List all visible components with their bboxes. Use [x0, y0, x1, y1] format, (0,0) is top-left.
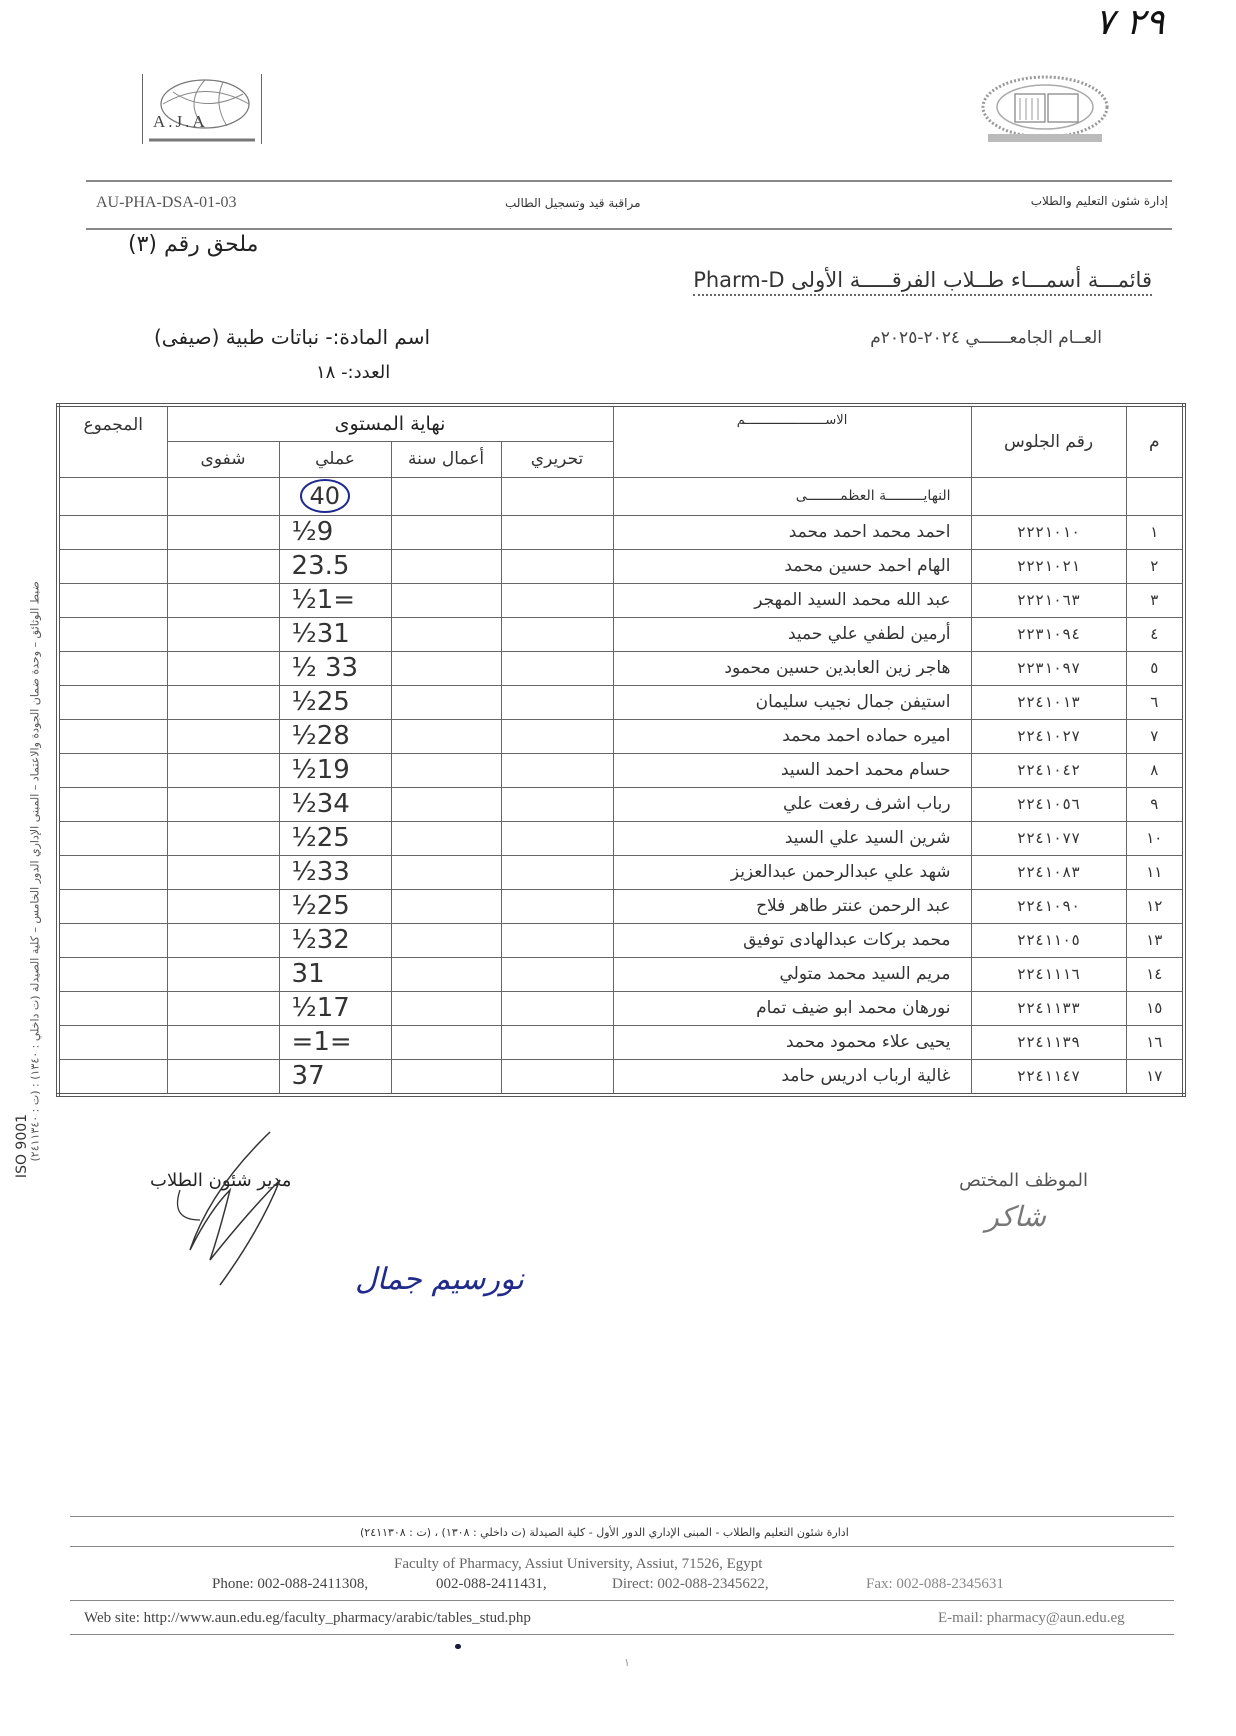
- row-year-work: [391, 1059, 501, 1095]
- row-student-name: يحيى علاء محمود محمد: [613, 1025, 971, 1059]
- table-row: [58, 583, 1184, 617]
- footer-fax: Fax: 002-088-2345631: [866, 1576, 1004, 1592]
- row-index: ٤: [1126, 617, 1184, 651]
- row-oral: [167, 753, 279, 787]
- row-seat-number: ٢٢٤١٠٢٧: [971, 719, 1126, 753]
- header-rule-top: [86, 180, 1172, 182]
- row-year-work: [391, 515, 501, 549]
- header-seat-number: رقم الجلوس: [971, 405, 1126, 477]
- side-document-control-note: [29, 372, 42, 1162]
- row-written: [501, 719, 613, 753]
- handwritten-name: نورسيم جمال: [355, 1262, 524, 1297]
- table-row: [58, 787, 1184, 821]
- row-index: ١٠: [1126, 821, 1184, 855]
- row-practical-grade: =1=: [279, 1025, 391, 1059]
- row-practical-grade: 23.5: [279, 549, 391, 583]
- row-seat-number: ٢٢٢١٠١٠: [971, 515, 1126, 549]
- side-note-text: ضبط الوثائق – وحدة ضمان الجودة والاعتماد – المبنى الإداري الدور الخامس – كلية الصيدلة (ت داخلي : ١٣٤٠) : (ت : ٢٤١١٣٤٠): [28, 581, 42, 1162]
- academic-year: العــام الجامعــــــي ٢٠٢٤-٢٠٢٥م: [870, 328, 1102, 348]
- row-year-work: [391, 685, 501, 719]
- row-oral: [167, 651, 279, 685]
- student-affairs-manager-title: مدير شئون الطلاب: [150, 1170, 292, 1191]
- row-year-work: [391, 753, 501, 787]
- row-practical-grade: 25½: [279, 821, 391, 855]
- row-student-name: شرين السيد علي السيد: [613, 821, 971, 855]
- row-written: [501, 855, 613, 889]
- row-total: [58, 855, 167, 889]
- table-row: [58, 957, 1184, 991]
- row-practical-grade: 9½: [279, 515, 391, 549]
- row-student-name: شهد علي عبدالرحمن عبدالعزيز: [613, 855, 971, 889]
- row-written: [501, 787, 613, 821]
- row-oral: [167, 685, 279, 719]
- row-year-work: [391, 583, 501, 617]
- row-written: [501, 549, 613, 583]
- row-student-name: مريم السيد محمد متولي: [613, 957, 971, 991]
- row-seat-number: ٢٢٤١٠١٣: [971, 685, 1126, 719]
- row-index: ١٧: [1126, 1059, 1184, 1095]
- row-written: [501, 889, 613, 923]
- row-seat-number: ٢٢٤١١٣٩: [971, 1025, 1126, 1059]
- row-student-name: حسام محمد احمد السيد: [613, 753, 971, 787]
- row-written: [501, 957, 613, 991]
- row-year-work: [391, 719, 501, 753]
- row-written: [501, 583, 613, 617]
- row-oral: [167, 957, 279, 991]
- row-index: ٦: [1126, 685, 1184, 719]
- row-index: ١٢: [1126, 889, 1184, 923]
- footer-rule-1: [70, 1516, 1174, 1517]
- row-index: ١٦: [1126, 1025, 1184, 1059]
- table-row: [58, 1059, 1184, 1095]
- row-index: ٨: [1126, 753, 1184, 787]
- row-oral: [167, 617, 279, 651]
- row-year-work: [391, 821, 501, 855]
- row-oral: [167, 889, 279, 923]
- row-index: ٢: [1126, 549, 1184, 583]
- row-student-name: عبد الله محمد السيد المهجر: [613, 583, 971, 617]
- row-practical-grade: 28½: [279, 719, 391, 753]
- footer-english-address: Faculty of Pharmacy, Assiut University, Assiut, 71526, Egypt: [394, 1556, 763, 1572]
- row-seat-number: ٢٢٤١٠٩٠: [971, 889, 1126, 923]
- row-practical-grade: 32½: [279, 923, 391, 957]
- manager-signature-icon: [150, 1130, 350, 1290]
- table-row: [58, 515, 1184, 549]
- row-practical-grade: 37: [279, 1059, 391, 1095]
- row-index: ٣: [1126, 583, 1184, 617]
- row-practical-grade: =1½: [279, 583, 391, 617]
- footer-rule-2: [70, 1546, 1174, 1547]
- row-total: [58, 991, 167, 1025]
- row-total: [58, 651, 167, 685]
- table-row: [58, 889, 1184, 923]
- table-row: [58, 651, 1184, 685]
- row-total: [58, 821, 167, 855]
- row-written: [501, 923, 613, 957]
- row-seat-number: ٢٢٤١٠٨٣: [971, 855, 1126, 889]
- iso-label: ISO 9001: [14, 1113, 31, 1179]
- row-student-name: هاجر زين العابدين حسين محمود: [613, 651, 971, 685]
- row-index: ١١: [1126, 855, 1184, 889]
- row-student-name: أرمين لطفي علي حميد: [613, 617, 971, 651]
- row-seat-number: ٢٢٢١٠٢١: [971, 549, 1126, 583]
- aja-logo: [142, 74, 262, 144]
- row-oral: [167, 991, 279, 1025]
- row-oral: [167, 549, 279, 583]
- row-student-name: اميره حماده احمد محمد: [613, 719, 971, 753]
- row-year-work: [391, 1025, 501, 1059]
- row-student-name: استيفن جمال نجيب سليمان: [613, 685, 971, 719]
- row-total: [58, 1059, 167, 1095]
- header-year-work: أعمال سنة: [391, 441, 501, 477]
- row-seat-number: ٢٢٤١١١٦: [971, 957, 1126, 991]
- row-seat-number: ٢٢٤١٠٧٧: [971, 821, 1126, 855]
- row-total: [58, 923, 167, 957]
- page-title: قائمـــة أسمـــاء طــلاب الفرقـــــة الأولى Pharm-D: [693, 268, 1152, 296]
- header-name: الاســـــــــــــــــــــم: [613, 405, 971, 477]
- globe-icon: [143, 74, 261, 144]
- row-index: ١٣: [1126, 923, 1184, 957]
- row-total: [58, 957, 167, 991]
- table-row: [58, 855, 1184, 889]
- footer-rule-4: [70, 1634, 1174, 1635]
- row-written: [501, 651, 613, 685]
- header-written: تحريري: [501, 441, 613, 477]
- row-total: [58, 685, 167, 719]
- row-written: [501, 821, 613, 855]
- header-practical: عملي: [279, 441, 391, 477]
- table-row: [58, 821, 1184, 855]
- row-student-name: محمد بركات عبدالهادى توفيق: [613, 923, 971, 957]
- row-practical-grade: 25½: [279, 889, 391, 923]
- table-row: [58, 991, 1184, 1025]
- row-student-name: احمد محمد احمد محمد: [613, 515, 971, 549]
- row-total: [58, 889, 167, 923]
- row-written: [501, 1025, 613, 1059]
- row-total: [58, 549, 167, 583]
- row-student-name: رباب اشرف رفعت علي: [613, 787, 971, 821]
- row-total: [58, 1025, 167, 1059]
- footer-arabic-address: ادارة شئون التعليم والطلاب - المبنى الإداري الدور الأول - كلية الصيدلة (ت داخلي : ١٣٠٨) ، (ت : ٢٤١١٣٠٨): [360, 1526, 849, 1539]
- row-index: ١٥: [1126, 991, 1184, 1025]
- row-student-name: غالية ارباب ادريس حامد: [613, 1059, 971, 1095]
- row-seat-number: ٢٢٤١١٠٥: [971, 923, 1126, 957]
- row-total: [58, 787, 167, 821]
- max-score-row: [58, 477, 1184, 515]
- row-oral: [167, 787, 279, 821]
- ink-dot: [455, 1644, 461, 1649]
- row-index: ٧: [1126, 719, 1184, 753]
- row-total: [58, 719, 167, 753]
- row-student-name: الهام احمد حسين محمد: [613, 549, 971, 583]
- row-practical-grade: 33 ½: [279, 651, 391, 685]
- student-count: العدد:- ١٨: [316, 362, 391, 383]
- row-year-work: [391, 549, 501, 583]
- row-year-work: [391, 889, 501, 923]
- table-row: [58, 617, 1184, 651]
- row-oral: [167, 515, 279, 549]
- row-written: [501, 617, 613, 651]
- page-number: ١: [624, 1656, 630, 1669]
- row-seat-number: ٢٢٤١٠٤٢: [971, 753, 1126, 787]
- row-total: [58, 583, 167, 617]
- row-index: ١: [1126, 515, 1184, 549]
- row-seat-number: ٢٢٤١٠٥٦: [971, 787, 1126, 821]
- row-seat-number: ٢٢٤١١٤٧: [971, 1059, 1126, 1095]
- row-year-work: [391, 923, 501, 957]
- row-practical-grade: 34½: [279, 787, 391, 821]
- row-student-name: عبد الرحمن عنتر طاهر فلاح: [613, 889, 971, 923]
- practical-max-value: 40: [300, 479, 351, 513]
- row-written: [501, 753, 613, 787]
- footer-email[interactable]: E-mail: pharmacy@aun.edu.eg: [938, 1610, 1125, 1626]
- row-written: [501, 991, 613, 1025]
- header-index: م: [1126, 405, 1184, 477]
- row-year-work: [391, 617, 501, 651]
- row-oral: [167, 1025, 279, 1059]
- footer-rule-3: [70, 1600, 1174, 1601]
- row-seat-number: ٢٢٤١١٣٣: [971, 991, 1126, 1025]
- row-practical-grade: 25½: [279, 685, 391, 719]
- footer-direct: Direct: 002-088-2345622,: [612, 1576, 769, 1592]
- table-row: [58, 719, 1184, 753]
- row-total: [58, 515, 167, 549]
- header-end-of-level: نهاية المستوى: [167, 405, 613, 441]
- row-year-work: [391, 855, 501, 889]
- subject-name: اسم المادة:- نباتات طبية (صيفى): [154, 325, 431, 349]
- row-year-work: [391, 991, 501, 1025]
- row-year-work: [391, 957, 501, 991]
- table-row: [58, 1025, 1184, 1059]
- row-student-name: نورهان محمد ابو ضيف تمام: [613, 991, 971, 1025]
- row-practical-grade: 19½: [279, 753, 391, 787]
- student-grades-table: [56, 403, 1186, 1097]
- row-oral: [167, 923, 279, 957]
- row-written: [501, 685, 613, 719]
- footer-website[interactable]: Web site: http://www.aun.edu.eg/faculty_pharmacy/arabic/tables_stud.php: [84, 1610, 531, 1626]
- row-index: ٩: [1126, 787, 1184, 821]
- row-total: [58, 753, 167, 787]
- footer-phone-2: 002-088-2411431,: [436, 1576, 547, 1592]
- faculty-logo: [970, 72, 1120, 152]
- row-seat-number: ٢٢٢١٠٦٣: [971, 583, 1126, 617]
- employee-signature: شاكر: [985, 1200, 1046, 1233]
- practical-max-cell: [279, 477, 391, 515]
- header-total: المجموع: [58, 405, 167, 477]
- row-year-work: [391, 787, 501, 821]
- header-row-1: [58, 405, 1184, 441]
- row-practical-grade: 33½: [279, 855, 391, 889]
- right-department: إدارة شئون التعليم والطلاب: [1030, 194, 1168, 208]
- footer-phone: Phone: 002-088-2411308,: [212, 1576, 369, 1592]
- row-practical-grade: 31½: [279, 617, 391, 651]
- header-rule-bottom: [86, 228, 1172, 230]
- page-mark: ٢٩ ٧: [1095, 2, 1165, 43]
- table-row: [58, 549, 1184, 583]
- row-practical-grade: 31: [279, 957, 391, 991]
- faculty-crest-icon: [970, 72, 1120, 152]
- responsible-employee-title: الموظف المختص: [959, 1170, 1088, 1191]
- row-oral: [167, 1059, 279, 1095]
- center-department: مراقبة قيد وتسجيل الطالب: [505, 196, 641, 210]
- table-row: [58, 923, 1184, 957]
- row-seat-number: ٢٢٣١٠٩٤: [971, 617, 1126, 651]
- row-oral: [167, 583, 279, 617]
- row-oral: [167, 821, 279, 855]
- row-total: [58, 617, 167, 651]
- row-seat-number: ٢٢٣١٠٩٧: [971, 651, 1126, 685]
- row-year-work: [391, 651, 501, 685]
- row-oral: [167, 855, 279, 889]
- row-written: [501, 1059, 613, 1095]
- appendix-label: ملحق رقم (٣): [128, 232, 259, 257]
- aja-logo-text: A.J.A: [153, 112, 208, 131]
- row-index: ١٤: [1126, 957, 1184, 991]
- max-score-label: النهايـــــــــة العظمــــــــى: [613, 477, 971, 515]
- row-index: ٥: [1126, 651, 1184, 685]
- form-code: AU-PHA-DSA-01-03: [96, 194, 237, 211]
- row-oral: [167, 719, 279, 753]
- row-written: [501, 515, 613, 549]
- table-row: [58, 753, 1184, 787]
- row-practical-grade: 17½: [279, 991, 391, 1025]
- header-oral: شفوى: [167, 441, 279, 477]
- table-row: [58, 685, 1184, 719]
